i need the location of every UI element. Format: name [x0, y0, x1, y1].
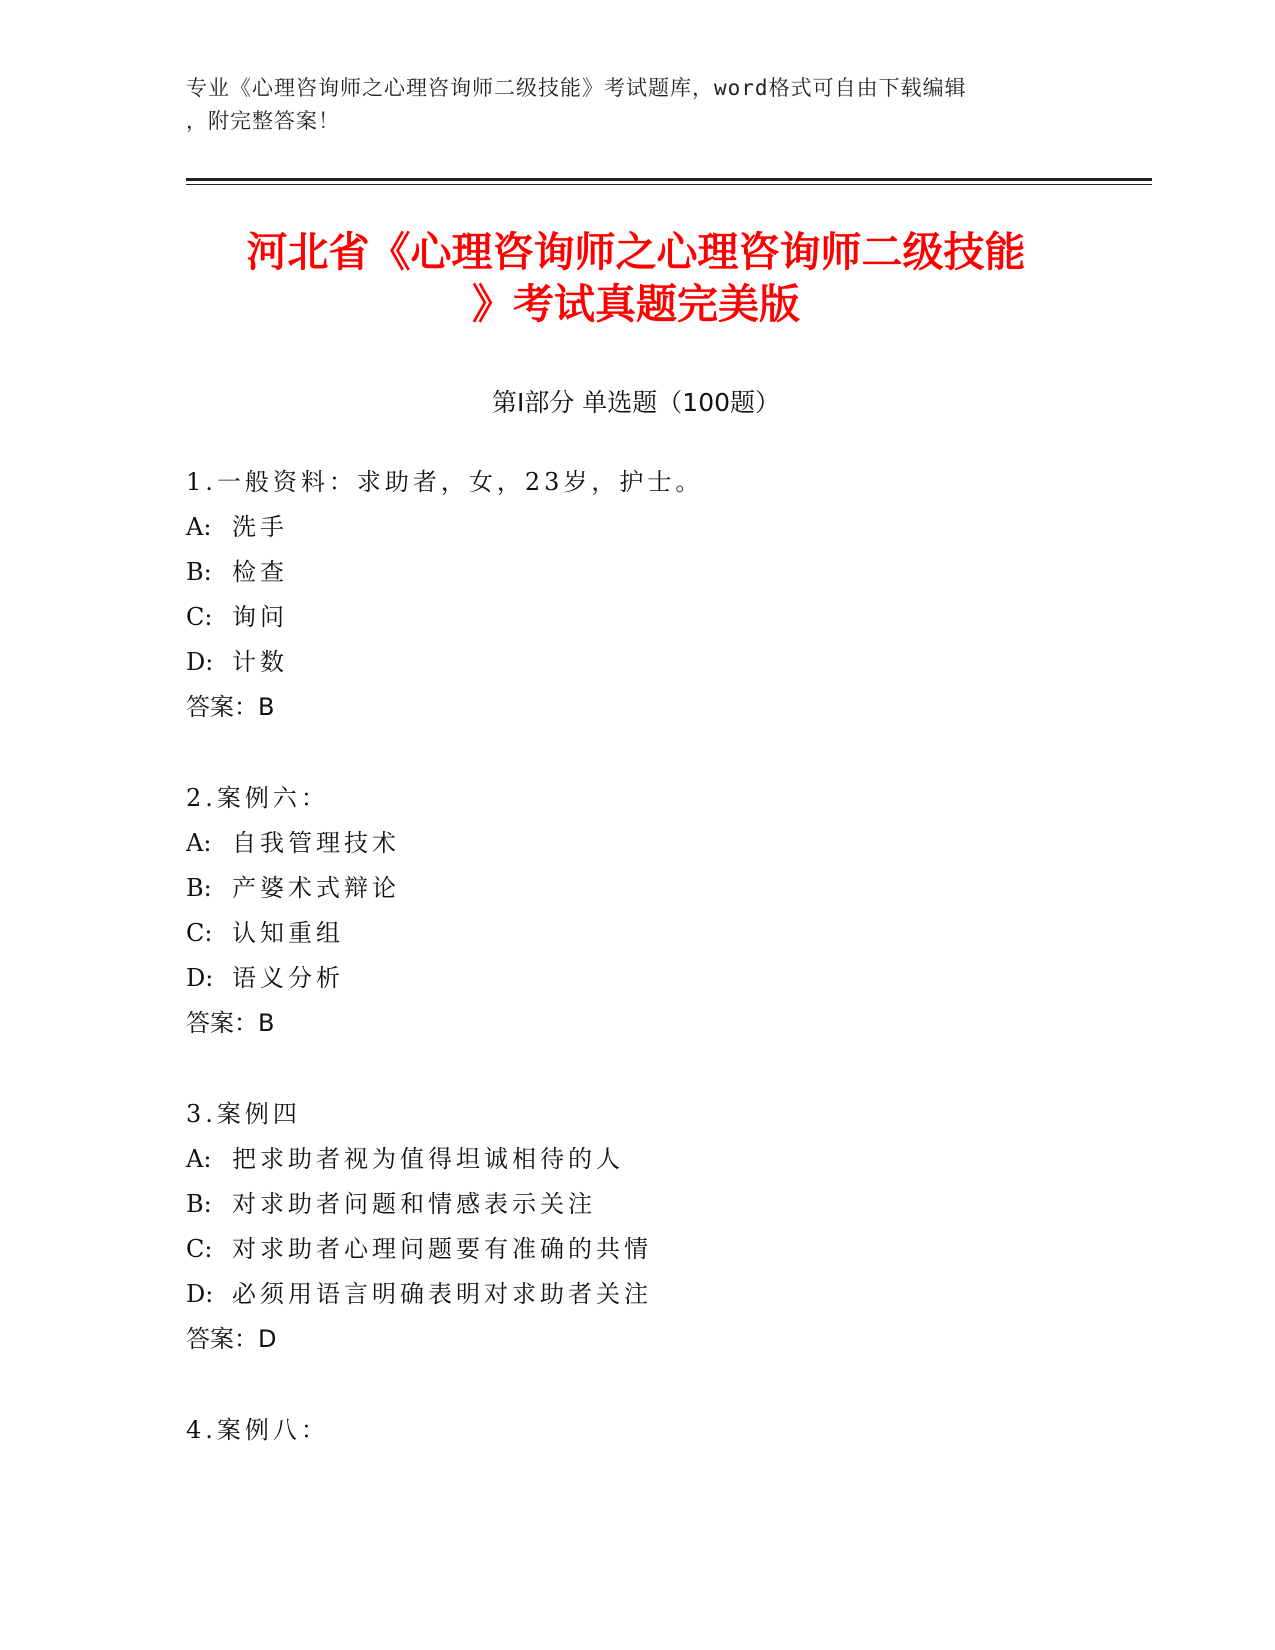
answer-line: 答案：B	[186, 1009, 275, 1037]
option-text: 计数	[232, 648, 288, 676]
option-key: B:	[186, 1190, 212, 1218]
option-text: 检查	[232, 558, 288, 586]
option-text: 自我管理技术	[232, 829, 400, 857]
header-divider-thick	[186, 178, 1152, 181]
option-c	[186, 911, 1086, 956]
section-title: 第Ⅰ部分 单选题（100题）	[491, 388, 781, 417]
question-2	[186, 776, 1086, 1046]
option-c	[186, 595, 1086, 640]
option-d	[186, 1272, 1086, 1317]
option-key: C:	[186, 603, 213, 631]
question-4	[186, 1408, 1086, 1453]
header-divider-thin	[186, 184, 1152, 185]
header-note-line-2: ，附完整答案！	[186, 109, 340, 133]
answer-line: 答案：D	[186, 1325, 277, 1353]
option-key: C:	[186, 1235, 213, 1263]
option-a	[186, 821, 1086, 866]
option-text: 语义分析	[232, 964, 344, 992]
option-key: B:	[186, 558, 212, 586]
option-key: D:	[186, 1280, 214, 1308]
option-text: 对求助者心理问题要有准确的共情	[232, 1235, 652, 1263]
document-title	[186, 226, 1086, 330]
option-key: C:	[186, 919, 213, 947]
option-text: 认知重组	[232, 919, 344, 947]
option-text: 把求助者视为值得坦诚相待的人	[232, 1145, 624, 1173]
option-text: 询问	[232, 603, 288, 631]
option-a	[186, 1137, 1086, 1182]
question-1	[186, 460, 1086, 730]
option-key: B:	[186, 874, 212, 902]
question-stem: 2.案例六：	[186, 784, 329, 812]
option-text: 洗手	[232, 513, 288, 541]
option-text: 对求助者问题和情感表示关注	[232, 1190, 596, 1218]
option-d	[186, 956, 1086, 1001]
option-a	[186, 505, 1086, 550]
document-title-line-2: 》考试真题完美版	[472, 280, 800, 328]
option-key: A:	[186, 513, 212, 541]
option-key: A:	[186, 829, 212, 857]
question-stem: 1.一般资料：求助者，女，23岁，护士。	[186, 468, 704, 496]
option-text: 产婆术式辩论	[232, 874, 400, 902]
document-title-line-1: 河北省《心理咨询师之心理咨询师二级技能	[246, 228, 1026, 276]
option-b	[186, 550, 1086, 595]
option-d	[186, 640, 1086, 685]
header-note	[186, 72, 1086, 138]
option-key: D:	[186, 964, 214, 992]
option-c	[186, 1227, 1086, 1272]
option-b	[186, 866, 1086, 911]
option-key: A:	[186, 1145, 212, 1173]
answer-line: 答案：B	[186, 693, 275, 721]
header-note-line-1: 专业《心理咨询师之心理咨询师二级技能》考试题库，word格式可自由下载编辑	[186, 76, 967, 100]
option-b	[186, 1182, 1086, 1227]
option-key: D:	[186, 648, 214, 676]
question-3	[186, 1092, 1086, 1362]
option-text: 必须用语言明确表明对求助者关注	[232, 1280, 652, 1308]
question-stem: 4.案例八：	[186, 1416, 329, 1444]
question-stem: 3.案例四	[186, 1100, 301, 1128]
